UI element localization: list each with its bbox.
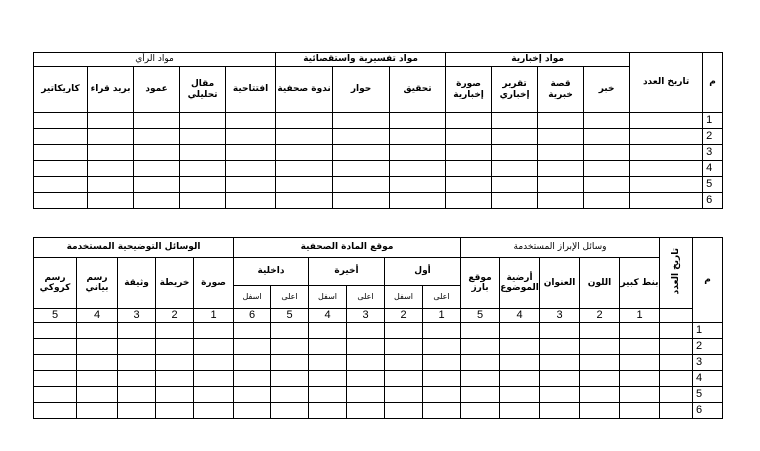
row-number: 1 bbox=[693, 322, 723, 338]
row-number: 3 bbox=[693, 354, 723, 370]
code-cell: 5 bbox=[34, 309, 77, 323]
table-row bbox=[34, 354, 723, 370]
row-number: 2 bbox=[693, 338, 723, 354]
header-large-font: بنط كبير bbox=[620, 258, 660, 309]
header-last-page: أخيرة bbox=[309, 258, 385, 286]
header-inner-page: داخلية bbox=[234, 258, 309, 286]
header-map: خريطة bbox=[156, 258, 194, 309]
header-sketch: رسم كروكي bbox=[34, 258, 77, 309]
header-top: اعلى bbox=[347, 286, 385, 309]
table-row bbox=[34, 338, 723, 354]
row-number: 5 bbox=[693, 386, 723, 402]
table-row bbox=[34, 113, 723, 129]
row-number: 6 bbox=[703, 193, 723, 209]
code-cell: 2 bbox=[385, 309, 423, 323]
table-row bbox=[34, 370, 723, 386]
header-illustrative-means: الوسائل التوضيحية المستخدمة bbox=[34, 238, 234, 258]
header-issue-date: تاريخ العدد bbox=[660, 238, 693, 309]
code-cell: 3 bbox=[347, 309, 385, 323]
header-emphasis-methods: وسائل الإبراز المستخدمة bbox=[461, 238, 660, 258]
row-number: 2 bbox=[703, 129, 723, 145]
header-m: م bbox=[703, 53, 723, 113]
code-cell: 4 bbox=[77, 309, 118, 323]
header-photo: صورة bbox=[194, 258, 234, 309]
row-number: 6 bbox=[693, 402, 723, 418]
header-news-story: قصة خبرية bbox=[538, 67, 584, 113]
header-first-page: أول bbox=[385, 258, 461, 286]
header-document: وثيقة bbox=[118, 258, 156, 309]
header-opinion-materials: مواد الرأي bbox=[34, 53, 276, 67]
code-cell: 1 bbox=[194, 309, 234, 323]
header-analytical-article: مقال تحليلي bbox=[180, 67, 226, 113]
table-row bbox=[34, 161, 723, 177]
code-row bbox=[34, 309, 723, 323]
header-news-report: تقرير إخباري bbox=[492, 67, 538, 113]
header-prominent-position: موقع بارز bbox=[461, 258, 500, 309]
row-number: 5 bbox=[703, 177, 723, 193]
table-row bbox=[34, 193, 723, 209]
header-bottom: اسفل bbox=[309, 286, 347, 309]
code-cell: 3 bbox=[540, 309, 580, 323]
header-background: أرضية الموضوع bbox=[500, 258, 540, 309]
code-cell: 5 bbox=[271, 309, 309, 323]
header-bottom: اسفل bbox=[385, 286, 423, 309]
table-row bbox=[34, 402, 723, 418]
header-color: اللون bbox=[580, 258, 620, 309]
code-cell: 6 bbox=[234, 309, 271, 323]
header-issue-date: تاريخ العدد bbox=[630, 53, 703, 113]
header-top: اعلى bbox=[271, 286, 309, 309]
table-row bbox=[34, 145, 723, 161]
header-news-photo: صورة إخبارية bbox=[446, 67, 492, 113]
header-chart: رسم بياني bbox=[77, 258, 118, 309]
code-cell: 1 bbox=[620, 309, 660, 323]
code-cell: 4 bbox=[500, 309, 540, 323]
header-caricature: كاريكاتير bbox=[34, 67, 88, 113]
header-readers-mail: بريد قراء bbox=[88, 67, 134, 113]
code-cell: 5 bbox=[461, 309, 500, 323]
header-news: خبر bbox=[584, 67, 630, 113]
row-number: 4 bbox=[703, 161, 723, 177]
table-row bbox=[34, 177, 723, 193]
table-row bbox=[34, 129, 723, 145]
header-interview: حوار bbox=[333, 67, 390, 113]
header-explanatory-materials: مواد تفسيرية واستقصائية bbox=[276, 53, 446, 67]
content-type-table bbox=[33, 52, 723, 209]
header-bottom: اسفل bbox=[234, 286, 271, 309]
header-investigation: تحقيق bbox=[390, 67, 446, 113]
header-material-position: موقع المادة الصحفية bbox=[234, 238, 461, 258]
presentation-table bbox=[33, 237, 723, 419]
row-number: 1 bbox=[703, 113, 723, 129]
header-m: م bbox=[693, 238, 723, 323]
header-headline: العنوان bbox=[540, 258, 580, 309]
code-cell: 4 bbox=[309, 309, 347, 323]
table-row bbox=[34, 386, 723, 402]
table-row bbox=[34, 322, 723, 338]
code-cell: 2 bbox=[580, 309, 620, 323]
header-editorial: افتتاحية bbox=[226, 67, 276, 113]
code-cell: 2 bbox=[156, 309, 194, 323]
row-number: 4 bbox=[693, 370, 723, 386]
row-number: 3 bbox=[703, 145, 723, 161]
header-column: عمود bbox=[134, 67, 180, 113]
header-press-seminar: ندوة صحفية bbox=[276, 67, 333, 113]
code-cell: 3 bbox=[118, 309, 156, 323]
code-cell: 1 bbox=[423, 309, 461, 323]
header-top: اعلى bbox=[423, 286, 461, 309]
header-news-materials: مواد إخبارية bbox=[446, 53, 630, 67]
